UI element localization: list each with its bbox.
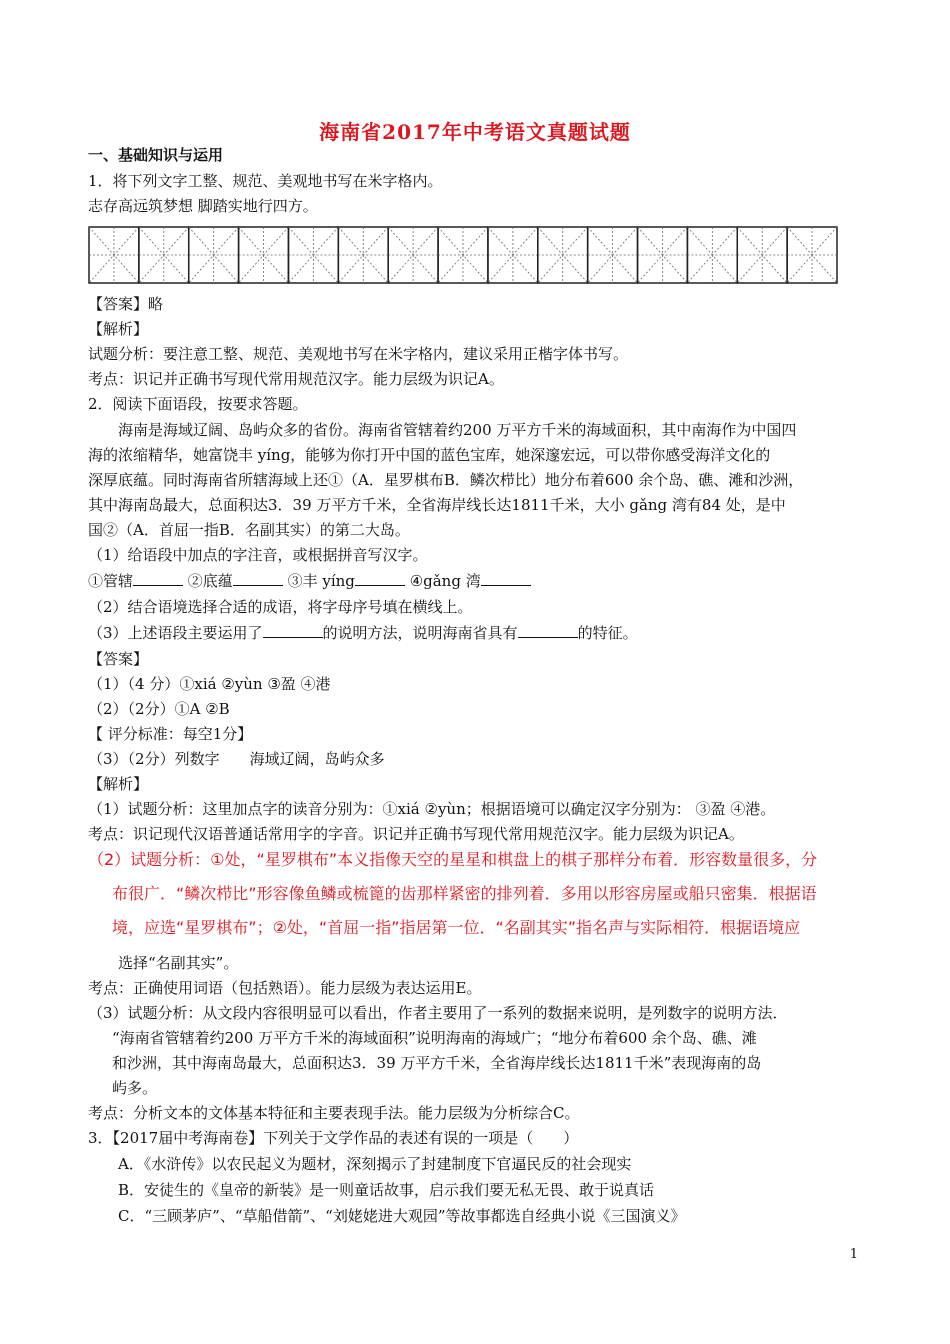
q2-kaodian-2: 考点：正确使用词语（包括熟语）。能力层级为表达运用E。 [88,979,482,997]
blank-item-3: ③丰 yíng [287,572,355,590]
question-2-stem: 2．阅读下面语段，按要求答题。 [88,395,308,413]
q2-analysis-head: 【解析】 [88,775,149,793]
blank-item-1: ①管辖 [88,572,134,590]
q2-kaodian-1: 考点：识记现代汉语普通话常用字的字音。识记并正确书写现代常用规范汉字。能力层级为识记A。 [88,825,744,843]
passage-line-4: 其中海南岛最大，总面积达3．39 万平方千米，全省海岸线长达1811千米，大小 gǎng 湾有84 处，是中 [88,496,786,514]
option-b[interactable]: B．安徒生的《皇帝的新装》是一则童话故事，启示我们要无私无畏、敢于说真话 [118,1181,655,1199]
q2-analysis-1: （1）试题分析：这里加点字的读音分别为：①xiá ②yùn；根据语境可以确定汉字分别为： ③盈 ④港。 [88,800,776,818]
q1-answer: 【答案】略 [88,295,164,313]
q1-analysis-head: 【解析】 [88,320,149,338]
blank-feature[interactable] [518,622,578,638]
q2-answer-2: （2）（2分）①A ②B [88,700,230,718]
q2-analysis-3-3: 和沙洲，其中海南岛最大，总面积达3．39 万平方千米，全省海岸线长达1811千米”表现海南的岛 [112,1054,762,1072]
page-title: 海南省2017年中考语文真题试题 [319,120,631,144]
sub-question-3-part-b: 的说明方法，说明海南省具有 [322,624,518,642]
q2-analysis-2-red-1: （2）试题分析：①处，“星罗棋布”本义指像天空的星星和棋盘上的棋子那样分布着．形容数量很多，分 [88,850,818,869]
blank-1[interactable] [133,570,183,586]
passage-line-1: 海南是海域辽阔、岛屿众多的省份。海南省管辖着约200 万平方千米的海域面积，其中南海作为中国四 [118,421,797,439]
q2-answer-3: （3）（2分）列数字 海域辽阔，岛屿众多 [88,750,385,768]
q2-kaodian-3: 考点：分析文本的文体基本特征和主要表现手法。能力层级为分析综合C。 [88,1104,580,1122]
q2-analysis-3-2: “海南省管辖着约200 万平方千米的海域面积”说明海南的海域广；“地分布着600 余个岛、礁、滩 [112,1029,757,1047]
option-c[interactable]: C．“三顾茅庐”、“草船借箭”、“刘姥姥进大观园”等故事都选自经典小说《三国演义》 [118,1207,686,1225]
q2-analysis-3-1: （3）试题分析：从文段内容很明显可以看出，作者主要用了一系列的数据来说明，是列数字的说明方法． [88,1004,788,1022]
q2-analysis-3-4: 屿多。 [112,1079,158,1097]
blank-item-4: ④gǎng 湾 [409,572,481,590]
q1-kaodian: 考点：识记并正确书写现代常用规范汉字。能力层级为识记A。 [88,370,504,388]
q2-analysis-2-red-2: 布很广．“鳞次栉比”形容像鱼鳞或梳篦的齿那样紧密的排列着．多用以形容房屋或船只密集．根据语 [112,884,817,903]
blank-4[interactable] [481,570,531,586]
blank-2[interactable] [233,570,283,586]
q1-analysis: 试题分析：要注意工整、规范、美观地书写在米字格内，建议采用正楷字体书写。 [88,345,629,363]
sub-question-1-blanks [88,570,531,592]
sub-question-3 [88,622,638,644]
q2-answer-1: （1）（4 分）①xiá ②yùn ③盈 ④港 [88,675,331,693]
q2-answer-head: 【答案】 [88,650,149,668]
blank-method[interactable] [263,622,323,638]
question-1-stem: 1．将下列文字工整、规范、美观地书写在米字格内。 [88,172,443,190]
question-1-text: 志存高远筑梦想 脚踏实地行四方。 [88,197,318,215]
option-a[interactable]: A．《水浒传》以农民起义为题材，深刻揭示了封建制度下官逼民反的社会现实 [118,1155,632,1173]
mizige-grid[interactable] [88,226,838,284]
passage-line-2: 海的浓缩精华，她富饶丰 yíng，能够为你打开中国的蓝色宝库，她深邃宏远，可以带你感受海洋文化的 [88,446,771,464]
sub-question-1: （1）给语段中加点的字注音，或根据拼音写汉字。 [88,546,428,564]
blank-item-2: ②底蕴 [187,572,233,590]
sub-question-3-part-a: （3）上述语段主要运用了 [88,624,263,642]
q2-analysis-2-red-3: 境，应选“星罗棋布”；②处，“首屈一指”指居第一位．“名副其实”指名声与实际相符．根据语境应 [112,918,801,937]
sub-question-2: （2）结合语境选择合适的成语，将字母序号填在横线上。 [88,598,473,616]
section-heading: 一、基础知识与运用 [88,146,224,164]
q2-analysis-2-tail: 选择“名副其实”。 [118,954,239,972]
q2-answer-2-note: 【 评分标准：每空1分】 [88,725,253,743]
blank-3[interactable] [355,570,405,586]
passage-line-3: 深厚底蕴。同时海南省所辖海域上还①（A．星罗棋布B．鳞次栉比）地分布着600 余个岛、礁、滩和沙洲， [88,471,804,489]
question-3-stem: 3．【2017届中考海南卷】下列关于文学作品的表述有误的一项是（ ） [88,1129,579,1147]
passage-line-5: 国②（A．首屈一指B．名副其实）的第二大岛。 [88,521,410,539]
sub-question-3-part-c: 的特征。 [577,624,638,642]
page-number: 1 [849,1247,858,1262]
